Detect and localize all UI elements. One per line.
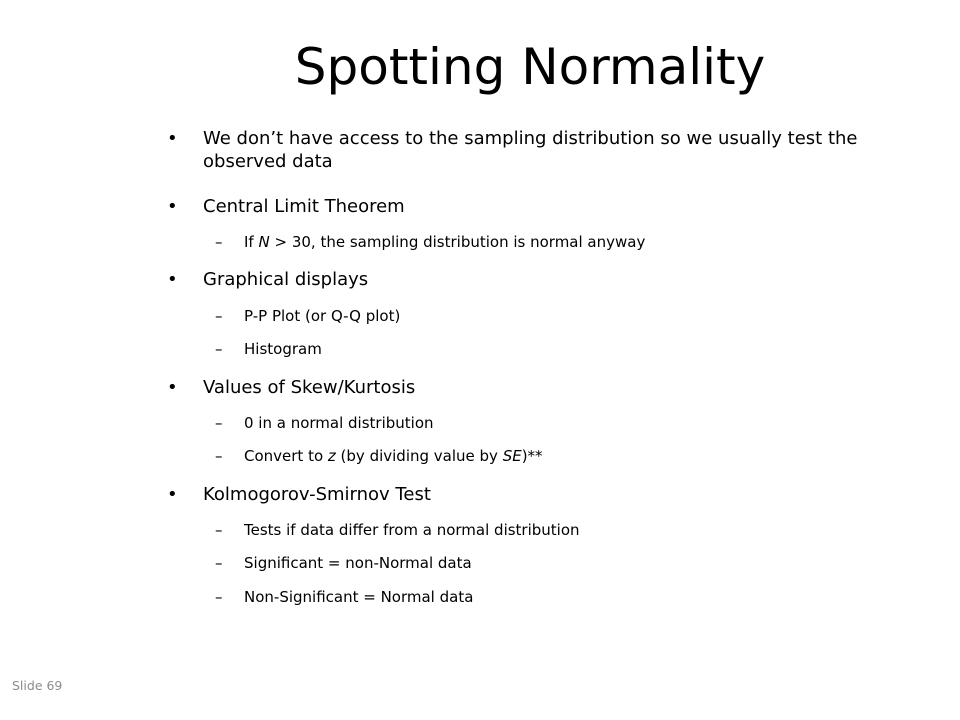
slide-number: Slide 69: [12, 678, 63, 693]
bullet-dot: •: [167, 128, 178, 149]
bullet-text: Graphical displays: [203, 269, 369, 290]
sub-bullet-non-significant: [160, 587, 900, 607]
bullet-skew-kurtosis: [160, 376, 900, 399]
sub-bullet-text: P-P Plot (or Q-Q plot): [244, 307, 401, 325]
dash-mark: –: [215, 414, 223, 432]
sub-bullet-pp-plot: [160, 306, 900, 326]
slide-title: Spotting Normality: [294, 38, 766, 96]
dash-mark: –: [215, 521, 223, 539]
sub-bullet-text: Convert to z (by dividing value by SE)**: [244, 447, 543, 465]
sub-bullet-tests-if: [160, 520, 900, 540]
sub-bullet-text: Non-Significant = Normal data: [244, 588, 474, 606]
dash-mark: –: [215, 447, 223, 465]
sub-bullet-significant: [160, 553, 900, 573]
dash-mark: –: [215, 233, 223, 251]
bullet-dot: •: [167, 196, 178, 217]
bullet-list: [160, 127, 900, 606]
sub-bullet-histogram: [160, 339, 900, 359]
sub-bullet-clt-n: [160, 232, 900, 252]
bullet-text: Central Limit Theorem: [203, 196, 405, 217]
bullet-graphical: [160, 268, 900, 291]
sub-bullet-text: Significant = non-Normal data: [244, 554, 472, 572]
sub-bullet-text: Tests if data differ from a normal distribution: [244, 521, 580, 539]
bullet-text: Values of Skew/Kurtosis: [203, 377, 416, 398]
bullet-clt: [160, 195, 900, 218]
sub-bullet-text: 0 in a normal distribution: [244, 414, 434, 432]
sub-bullet-text: If N > 30, the sampling distribution is normal anyway: [244, 233, 646, 251]
bullet-text: We don’t have access to the sampling distribution so we usually test the observed data: [203, 128, 858, 172]
bullet-dot: •: [167, 269, 178, 290]
dash-mark: –: [215, 588, 223, 606]
bullet-ks-test: [160, 483, 900, 506]
dash-mark: –: [215, 307, 223, 325]
sub-bullet-convert-z: [160, 446, 900, 466]
sub-bullet-text: Histogram: [244, 340, 322, 358]
bullet-dot: •: [167, 484, 178, 505]
bullet-sampling: [160, 127, 900, 173]
bullet-dot: •: [167, 377, 178, 398]
dash-mark: –: [215, 340, 223, 358]
dash-mark: –: [215, 554, 223, 572]
sub-bullet-zero-normal: [160, 413, 900, 433]
bullet-text: Kolmogorov-Smirnov Test: [203, 484, 431, 505]
